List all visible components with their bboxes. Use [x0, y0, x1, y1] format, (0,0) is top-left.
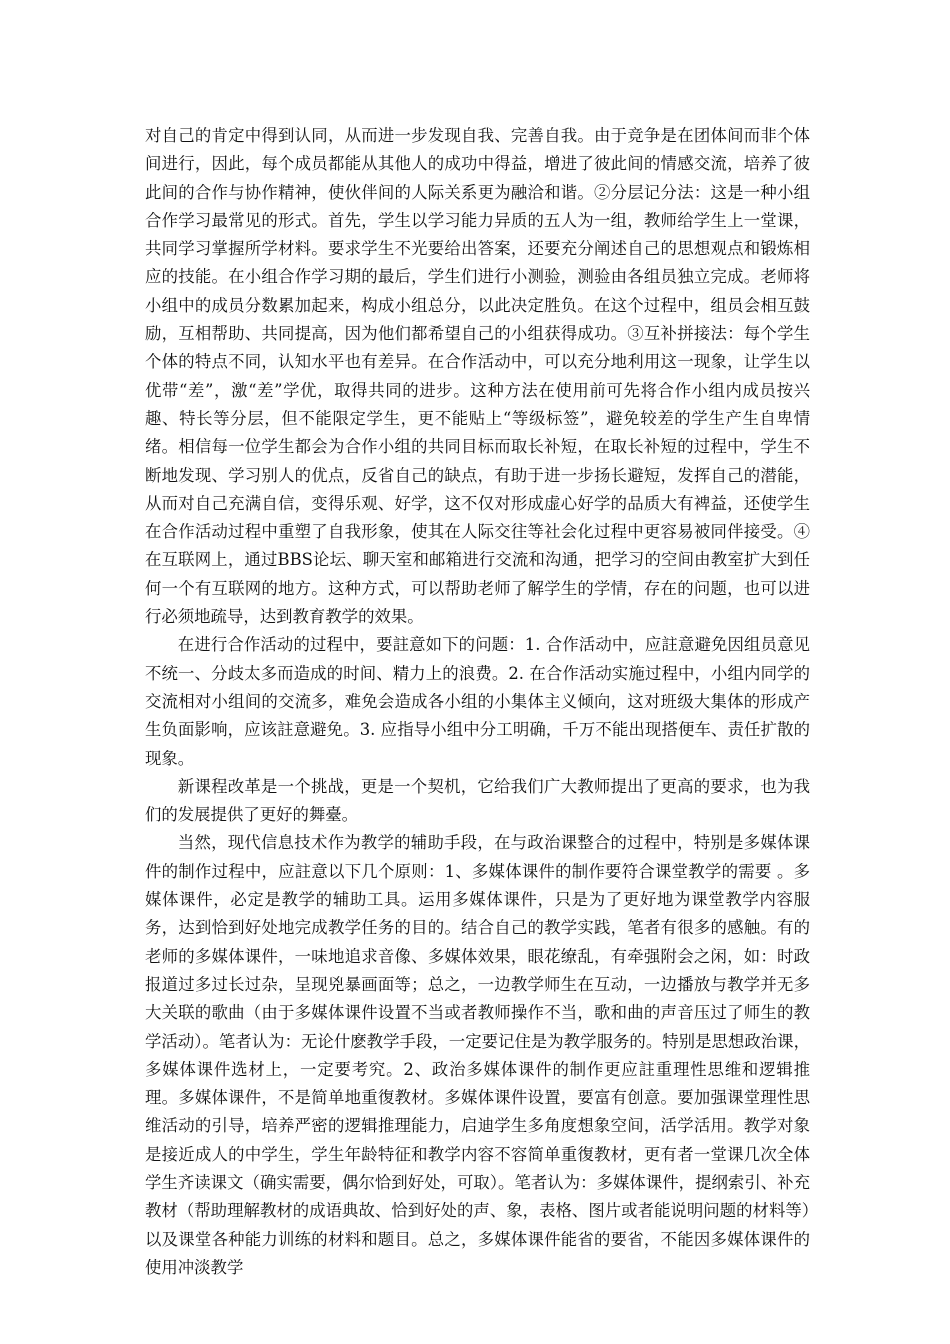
paragraph-curriculum-reform: 新课程改革是一个挑战，更是一个契机，它给我们广大教师提出了更高的要求，也为我们的发展提供了更好的舞臺。	[145, 776, 810, 825]
paragraph-cooperation-issues: 在进行合作活动的过程中，要註意如下的问题：1. 合作活动中，应註意避免因组员意见不统一、分歧太多而造成的时间、精力上的浪费。2. 在合作活动实施过程中，小组内同学的交流相对小组间的交流多，难免会造成各小组的小集体主义倾向，这对班级大集体的形成产生负面影响，应该註意避免。3. 应指导小组中分工明确，千万不能出现搭便车、责任扩散的现象。	[145, 635, 810, 768]
paragraph-multimedia-principles: 当然，现代信息技术作为教学的辅助手段，在与政治课整合的过程中，特别是多媒体课件的制作过程中，应註意以下几个原则：1、多媒体课件的制作要符合课堂教学的需要 。多媒体课件，必定是教学的辅助工具。运用多媒体课件，只是为了更好地为课堂教学内容服务，达到恰到好处地完成教学任务的目的。结合自己的教学实践，笔者有很多的感触。有的老师的多媒体课件，一味地追求音像、多媒体效果，眼花缭乱，有牵强附会之闲，如：时政报道过多过长过杂，呈现兇暴画面等；总之，一边教学师生在互动，一边播放与教学并无多大关联的歌曲（由于多媒体课件设置不当或者教师操作不当，歌和曲的声音压过了师生的教学活动）。笔者认为：无论什麽教学手段，一定要记住是为教学服务的。特别是思想政治课，多媒体课件选材上，一定要考究。2、政治多媒体课件的制作更应註重理性思维和逻辑推理。多媒体课件，不是简单地重復教材。多媒体课件设置，要富有创意。要加强课堂理性思维活动的引导，培养严密的逻辑推理能力，启迪学生多角度想象空间，活学活用。教学对象是接近成人的中学生，学生年龄特征和教学内容不容简单重復教材，更有者一堂课几次全体学生齐读课文（确实需要，偶尔恰到好处，可取）。笔者认为：多媒体课件，提纲索引、补充教材（帮助理解教材的成语典故、恰到好处的声、象，表格、图片或者能说明问题的材料等）以及课堂各种能力训练的材料和题目。总之，多媒体课件能省的要省，不能因多媒体课件的使用冲淡教学	[145, 833, 810, 1277]
document-page	[145, 122, 810, 1282]
paragraph-cooperative-methods: 对自己的肯定中得到认同，从而进一步发现自我、完善自我。由于竞争是在团体间而非个体间进行，因此，每个成员都能从其他人的成功中得益，增进了彼此间的情感交流，培养了彼此间的合作与协作精神，使伙伴间的人际关系更为融洽和谐。②分层记分法：这是一种小组合作学习最常见的形式。首先，学生以学习能力异质的五人为一组，教师给学生上一堂课，共同学习掌握所学材料。要求学生不光要给出答案，还要充分阐述自己的思想观点和锻炼相应的技能。在小组合作学习期的最后，学生们进行小测验，测验由各组员独立完成。老师将小组中的成员分数累加起来，构成小组总分，以此决定胜负。在这个过程中，组员会相互鼓励，互相帮助、共同提高，因为他们都希望自己的小组获得成功。③互补拼接法：每个学生个体的特点不同，认知水平也有差异。在合作活动中，可以充分地利用这一现象，让学生以优带“差”，激“差”学优，取得共同的进步。这种方法在使用前可先将合作小组内成员按兴趣、特长等分层，但不能限定学生，更不能贴上“等级标签”，避免较差的学生产生自卑情绪。相信每一位学生都会为合作小组的共同目标而取长补短，在取长补短的过程中，学生不断地发现、学习别人的优点，反省自己的缺点，有助于进一步扬长避短，发挥自己的潜能，从而对自己充满自信，变得乐观、好学，这不仅对形成虚心好学的品质大有裨益，还使学生在合作活动过程中重塑了自我形象，使其在人际交往等社会化过程中更容易被同伴接受。④在互联网上，通过BBS论坛、聊天室和邮箱进行交流和沟通，把学习的空间由教室扩大到任何一个有互联网的地方。这种方式，可以帮助老师了解学生的学情，存在的问题，也可以进行必须地疏导，达到教育教学的效果。	[145, 126, 810, 627]
